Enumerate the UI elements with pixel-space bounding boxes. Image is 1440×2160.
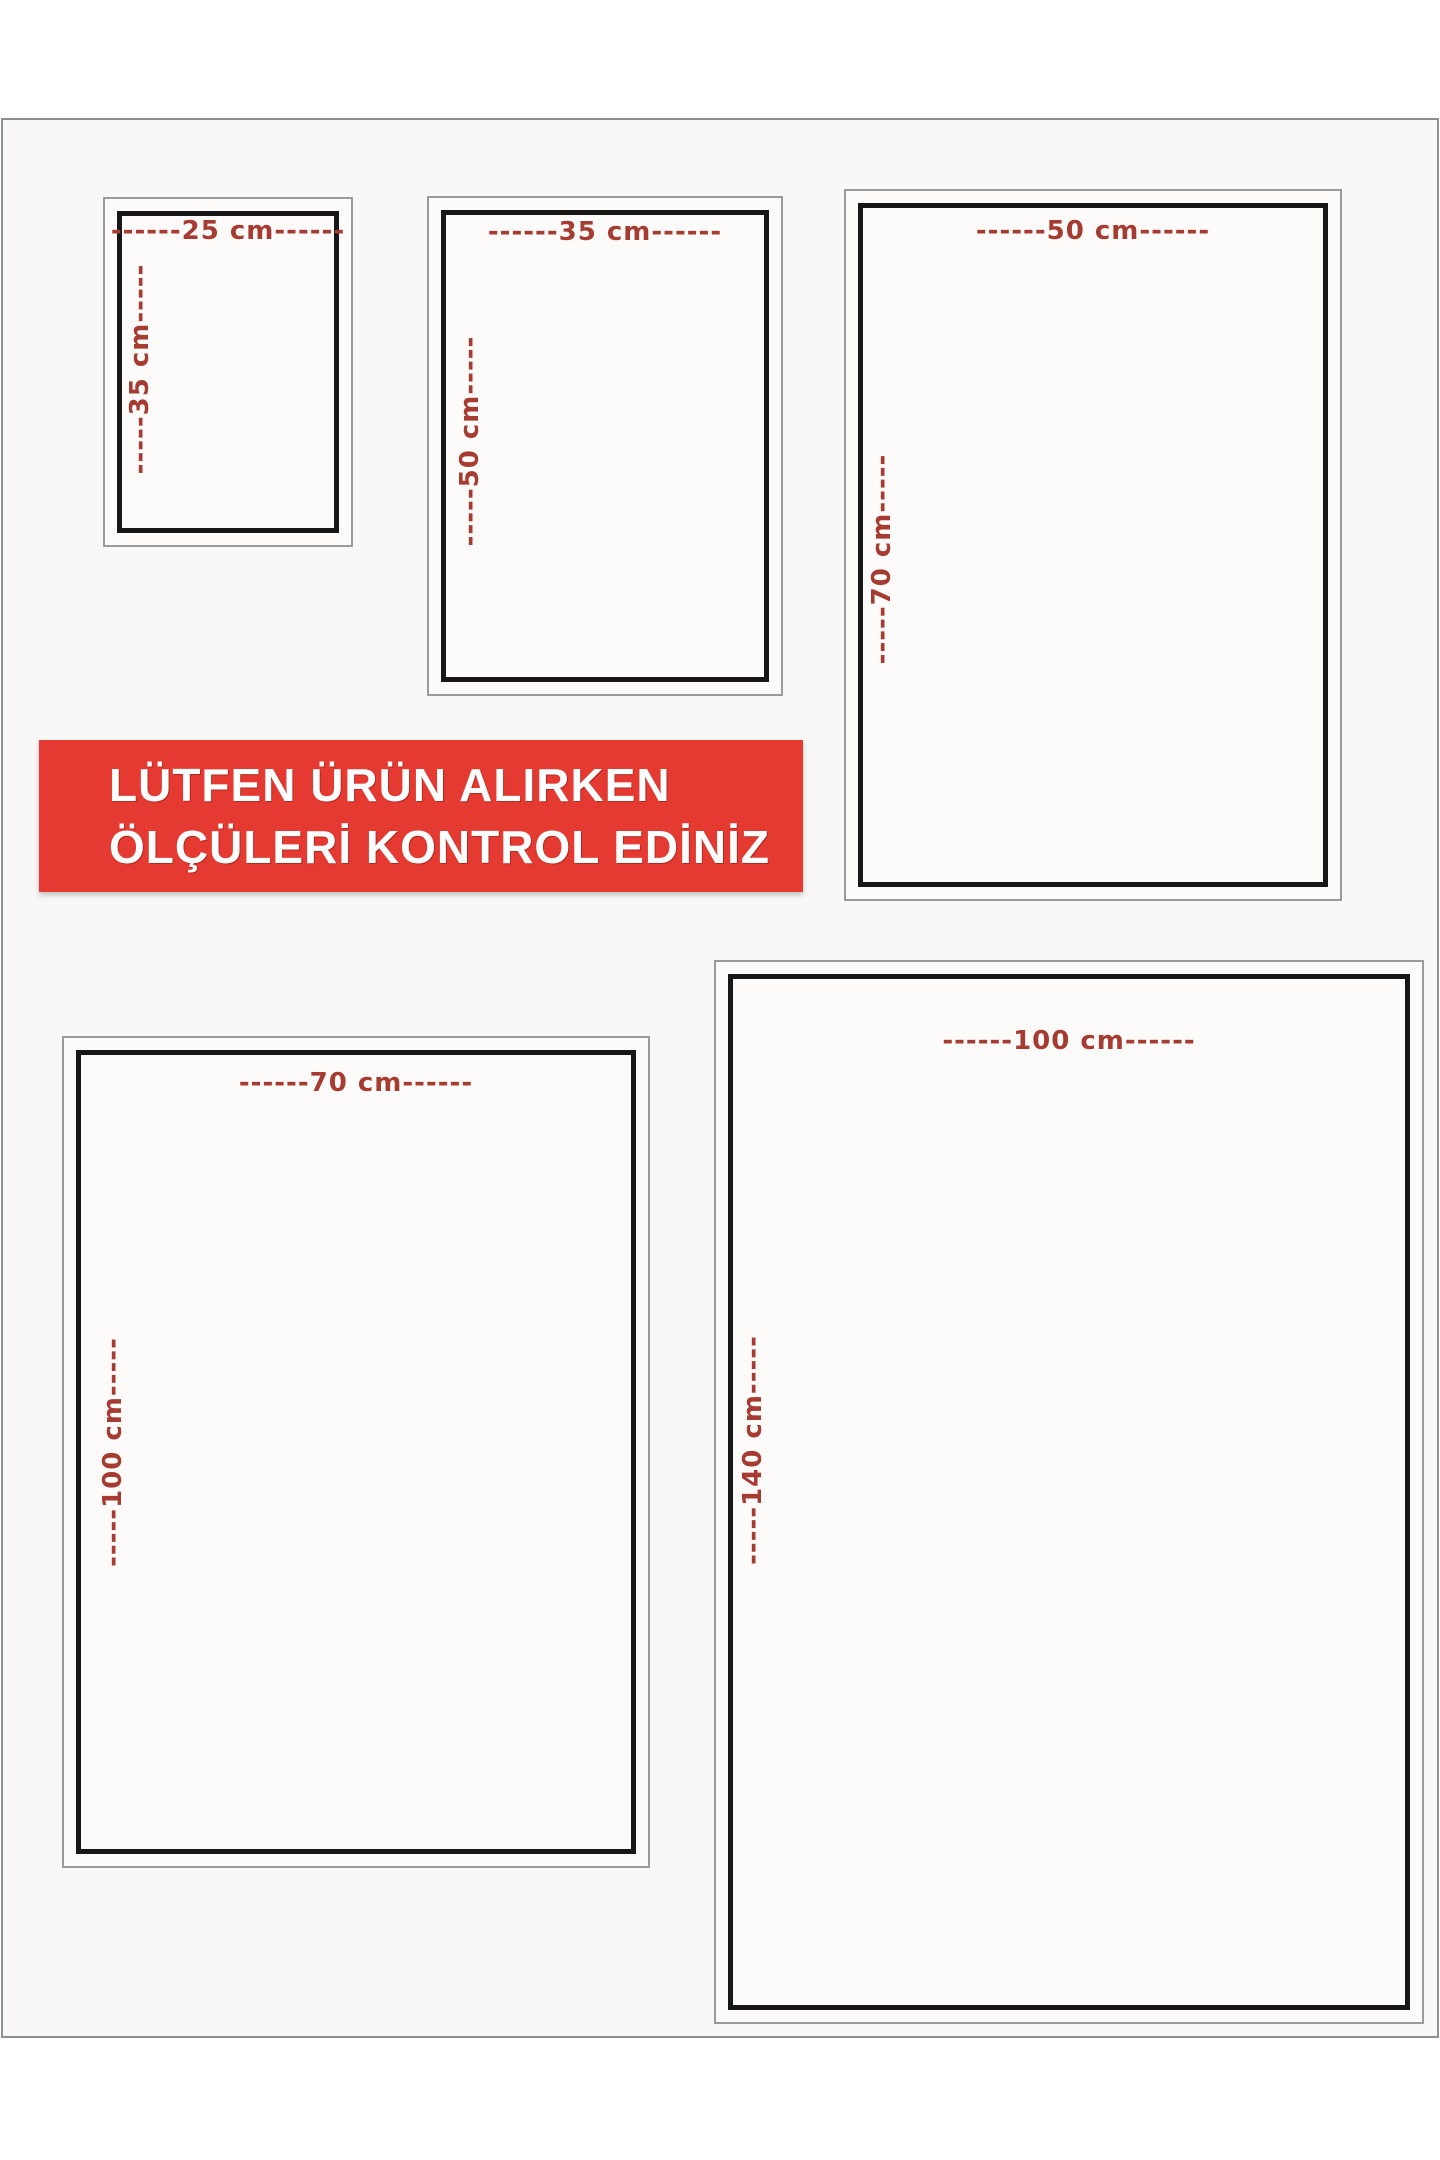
height-label-100cm: -----100 cm----- — [98, 1337, 128, 1567]
width-label-100cm: ------100 cm------ — [942, 1026, 1196, 1056]
warning-line-1: LÜTFEN ÜRÜN ALIRKEN — [109, 759, 671, 811]
measurement-warning-banner — [39, 740, 803, 892]
size-box-100x140-frame — [728, 974, 1410, 2010]
size-chart-canvas — [1, 118, 1439, 2038]
size-box-50x70 — [844, 189, 1342, 901]
width-label-35cm: ------35 cm------ — [487, 217, 723, 247]
width-label-25cm: ------25 cm------ — [110, 216, 346, 246]
size-box-70x100-frame — [76, 1050, 636, 1854]
size-box-25x35 — [103, 197, 353, 547]
height-label-35cm: -----35 cm----- — [125, 263, 155, 474]
height-label-70cm: -----70 cm----- — [867, 453, 897, 665]
size-box-35x50 — [427, 196, 783, 696]
size-box-100x140 — [714, 960, 1424, 2024]
height-label-50cm: -----50 cm----- — [455, 335, 485, 547]
width-label-50cm: ------50 cm------ — [975, 216, 1211, 246]
size-box-70x100 — [62, 1036, 650, 1868]
height-label-140cm: -----140 cm----- — [738, 1334, 768, 1565]
size-box-50x70-frame — [858, 203, 1328, 887]
warning-line-2: ÖLÇÜLERİ KONTROL EDİNİZ — [109, 821, 771, 873]
width-label-70cm: ------70 cm------ — [238, 1068, 474, 1098]
size-box-35x50-frame — [441, 210, 769, 682]
